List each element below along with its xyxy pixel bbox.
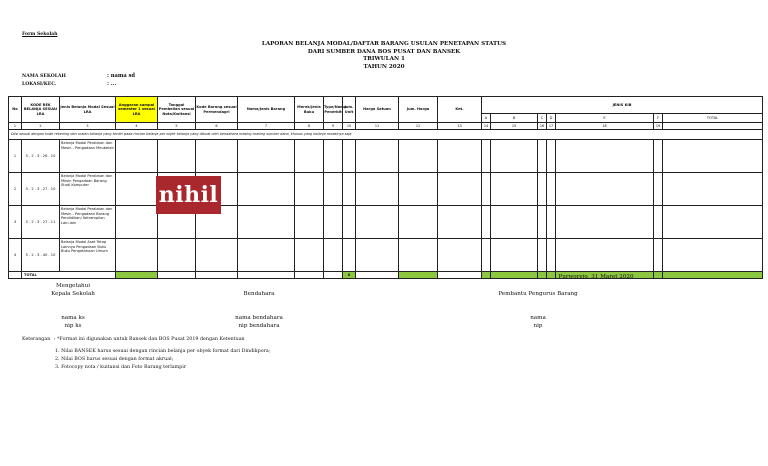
row-jenis: Belanja Modal Aset Tetap Lainnya Pengadaan Buku Buku Pengetahuan Umum bbox=[60, 239, 116, 272]
total-kib-a bbox=[482, 272, 491, 279]
row-kode: 5 . 2 . 3 . 27 . 10 bbox=[22, 173, 60, 206]
table-row bbox=[9, 140, 763, 173]
col-num: 3 bbox=[60, 123, 116, 130]
header-nama-barang: Nama/Jenis Barang bbox=[238, 97, 295, 123]
report-title-line-4: TAHUN 2020 bbox=[363, 63, 405, 70]
table-row bbox=[9, 239, 763, 272]
col-num: 11 bbox=[356, 123, 399, 130]
row-no: 3 bbox=[9, 206, 22, 239]
col-num: 10 bbox=[343, 123, 356, 130]
col-num: 17 bbox=[547, 123, 556, 130]
row-kode: 5 . 2 . 3 . 27 . 11 bbox=[22, 206, 60, 239]
row-no: 4 bbox=[9, 239, 22, 272]
col-num: 1 bbox=[9, 123, 22, 130]
header-kode-barang: Kode Barang sesuai Permendagri bbox=[196, 97, 238, 123]
report-title-line-1: LAPORAN BELANJA MODAL/DAFTAR BARANG USULAN PENETAPAN STATUS bbox=[261, 41, 507, 47]
pembantu-name: nama bbox=[530, 315, 546, 321]
row-no: 2 bbox=[9, 173, 22, 206]
total-units: 0 bbox=[343, 272, 356, 279]
header-ket: Ket. bbox=[438, 97, 482, 123]
col-num: 5 bbox=[158, 123, 196, 130]
total-kib-b bbox=[491, 272, 538, 279]
header-jum-harga: Jum. Harga bbox=[399, 97, 438, 123]
kib-col-a: A bbox=[482, 114, 491, 123]
col-num bbox=[663, 123, 763, 130]
school-label: NAMA SEKOLAH bbox=[22, 74, 66, 79]
kib-col-c: C bbox=[538, 114, 547, 123]
col-num: 8 bbox=[295, 123, 324, 130]
row-jenis: Belanja Modal Peralatan dan Mesin - Pengadaan Barang Pendidikan/ Ketrampilan Lain-lain bbox=[60, 206, 116, 239]
col-num: 12 bbox=[399, 123, 438, 130]
row-jenis: Belanja Modal Peralatan dan Mesin - Pengadaan Meubelair bbox=[60, 140, 116, 173]
col-num: 7 bbox=[238, 123, 295, 130]
kib-col-f: F bbox=[654, 114, 663, 123]
kib-col-e: E bbox=[556, 114, 654, 123]
keterangan-main: : *Format ini digunakan untuk Bansek dan BOS Pusat 2019 dengan Ketentuan bbox=[54, 337, 245, 342]
col-num: 9 bbox=[324, 123, 343, 130]
pembantu-pengurus-title: Pembantu Pengurus Barang bbox=[498, 291, 578, 297]
school-value: : nama sd bbox=[107, 73, 136, 79]
col-num: 4 bbox=[116, 123, 158, 130]
kepala-sekolah-title: Kepala Sekolah bbox=[51, 291, 95, 297]
col-num: 16 bbox=[538, 123, 547, 130]
header-tanggal: Tanggal Pembelian sesuai Nota/Kwitansi bbox=[158, 97, 196, 123]
bendahara-name: nama bendahara bbox=[235, 315, 283, 321]
keterangan-item-2: 2. Nilai BOS harus sesuai dengan format akrual; bbox=[55, 357, 174, 362]
report-title-line-2: DARI SUMBER DANA BOS PUSAT DAN BANSEK bbox=[307, 48, 461, 55]
col-num: 14 bbox=[482, 123, 491, 130]
header-merek: Merek/Jenis Buku bbox=[295, 97, 324, 123]
header-kode-rek: KODE REK BELANJA SESUAI LRA bbox=[22, 97, 60, 123]
row-jenis: Belanja Modal Peralatan dan Mesin Pengadaan Barang Studi Komputer bbox=[60, 173, 116, 206]
keterangan-label: Keterangan bbox=[22, 337, 51, 342]
kepala-sekolah-nip: nip ks bbox=[64, 323, 82, 329]
location-label: LOKASI/KEC. bbox=[22, 82, 57, 87]
col-num: 15 bbox=[491, 123, 538, 130]
bendahara-title: Bendahara bbox=[243, 291, 275, 297]
pembantu-nip: nip bbox=[533, 323, 543, 329]
header-jenis-belanja: Jenis Belanja Modal Sesuai LRA bbox=[60, 97, 116, 123]
total-label: TOTAL bbox=[22, 272, 116, 279]
kib-col-total: TOTAL bbox=[663, 114, 763, 123]
table-note: Diisi sesuai dengan kode rekening dan uraian belanja yang terdiri pada rincian belanja per objek belanja yang dibuat oleh bendahara masing-masing sumber dana, khusus yang belanja modalnya saja bbox=[9, 130, 763, 140]
header-no: No bbox=[9, 97, 22, 123]
kepala-sekolah-name: nama ks bbox=[61, 315, 85, 321]
kib-col-d: D bbox=[547, 114, 556, 123]
place-date: Purworejo, 31 Maret 2020 bbox=[558, 274, 634, 280]
total-anggaran-cell bbox=[116, 272, 158, 279]
keterangan-item-3: 3. Fotocopy nota / kuitansi dan Foto Barang terlampir bbox=[55, 365, 187, 370]
mengetahui-label: Mengetahui bbox=[55, 283, 91, 289]
col-num: 2 bbox=[22, 123, 60, 130]
table-row bbox=[9, 206, 763, 239]
form-label: Form Sekolah bbox=[22, 32, 58, 37]
header-harga-satuan: Harga Satuan bbox=[356, 97, 399, 123]
bendahara-nip: nip bendahara bbox=[238, 323, 280, 329]
row-no: 1 bbox=[9, 140, 22, 173]
asset-report-table bbox=[8, 96, 763, 279]
kib-col-b: B bbox=[491, 114, 538, 123]
col-num: 13 bbox=[438, 123, 482, 130]
row-kode: 5 . 2 . 3 . 26 . 10 bbox=[22, 140, 60, 173]
col-num: 18 bbox=[556, 123, 654, 130]
header-anggaran: Anggaran sampai semester 1 sesuai LRA bbox=[116, 97, 158, 123]
location-value: : ... bbox=[107, 81, 117, 87]
total-jum-harga-cell bbox=[399, 272, 438, 279]
header-type: Type/Nama Penerbit bbox=[324, 97, 343, 123]
table-row bbox=[9, 173, 763, 206]
col-num: 6 bbox=[196, 123, 238, 130]
report-title-line-3: TRIWULAN 1 bbox=[363, 56, 405, 62]
header-jum-unit: Jum. Unit bbox=[343, 97, 356, 123]
total-kib-total bbox=[663, 272, 763, 279]
nihil-stamp: nihil bbox=[156, 176, 221, 214]
row-kode: 5 . 2 . 3 . 40 . 10 bbox=[22, 239, 60, 272]
header-jenis-kib: JENIS KIB bbox=[482, 97, 763, 114]
keterangan-item-1: 1. Nilai BANSEK harus sesuai dengan rincian belanja per obyek format dari Dindikpora; bbox=[55, 349, 271, 354]
col-num: 19 bbox=[654, 123, 663, 130]
